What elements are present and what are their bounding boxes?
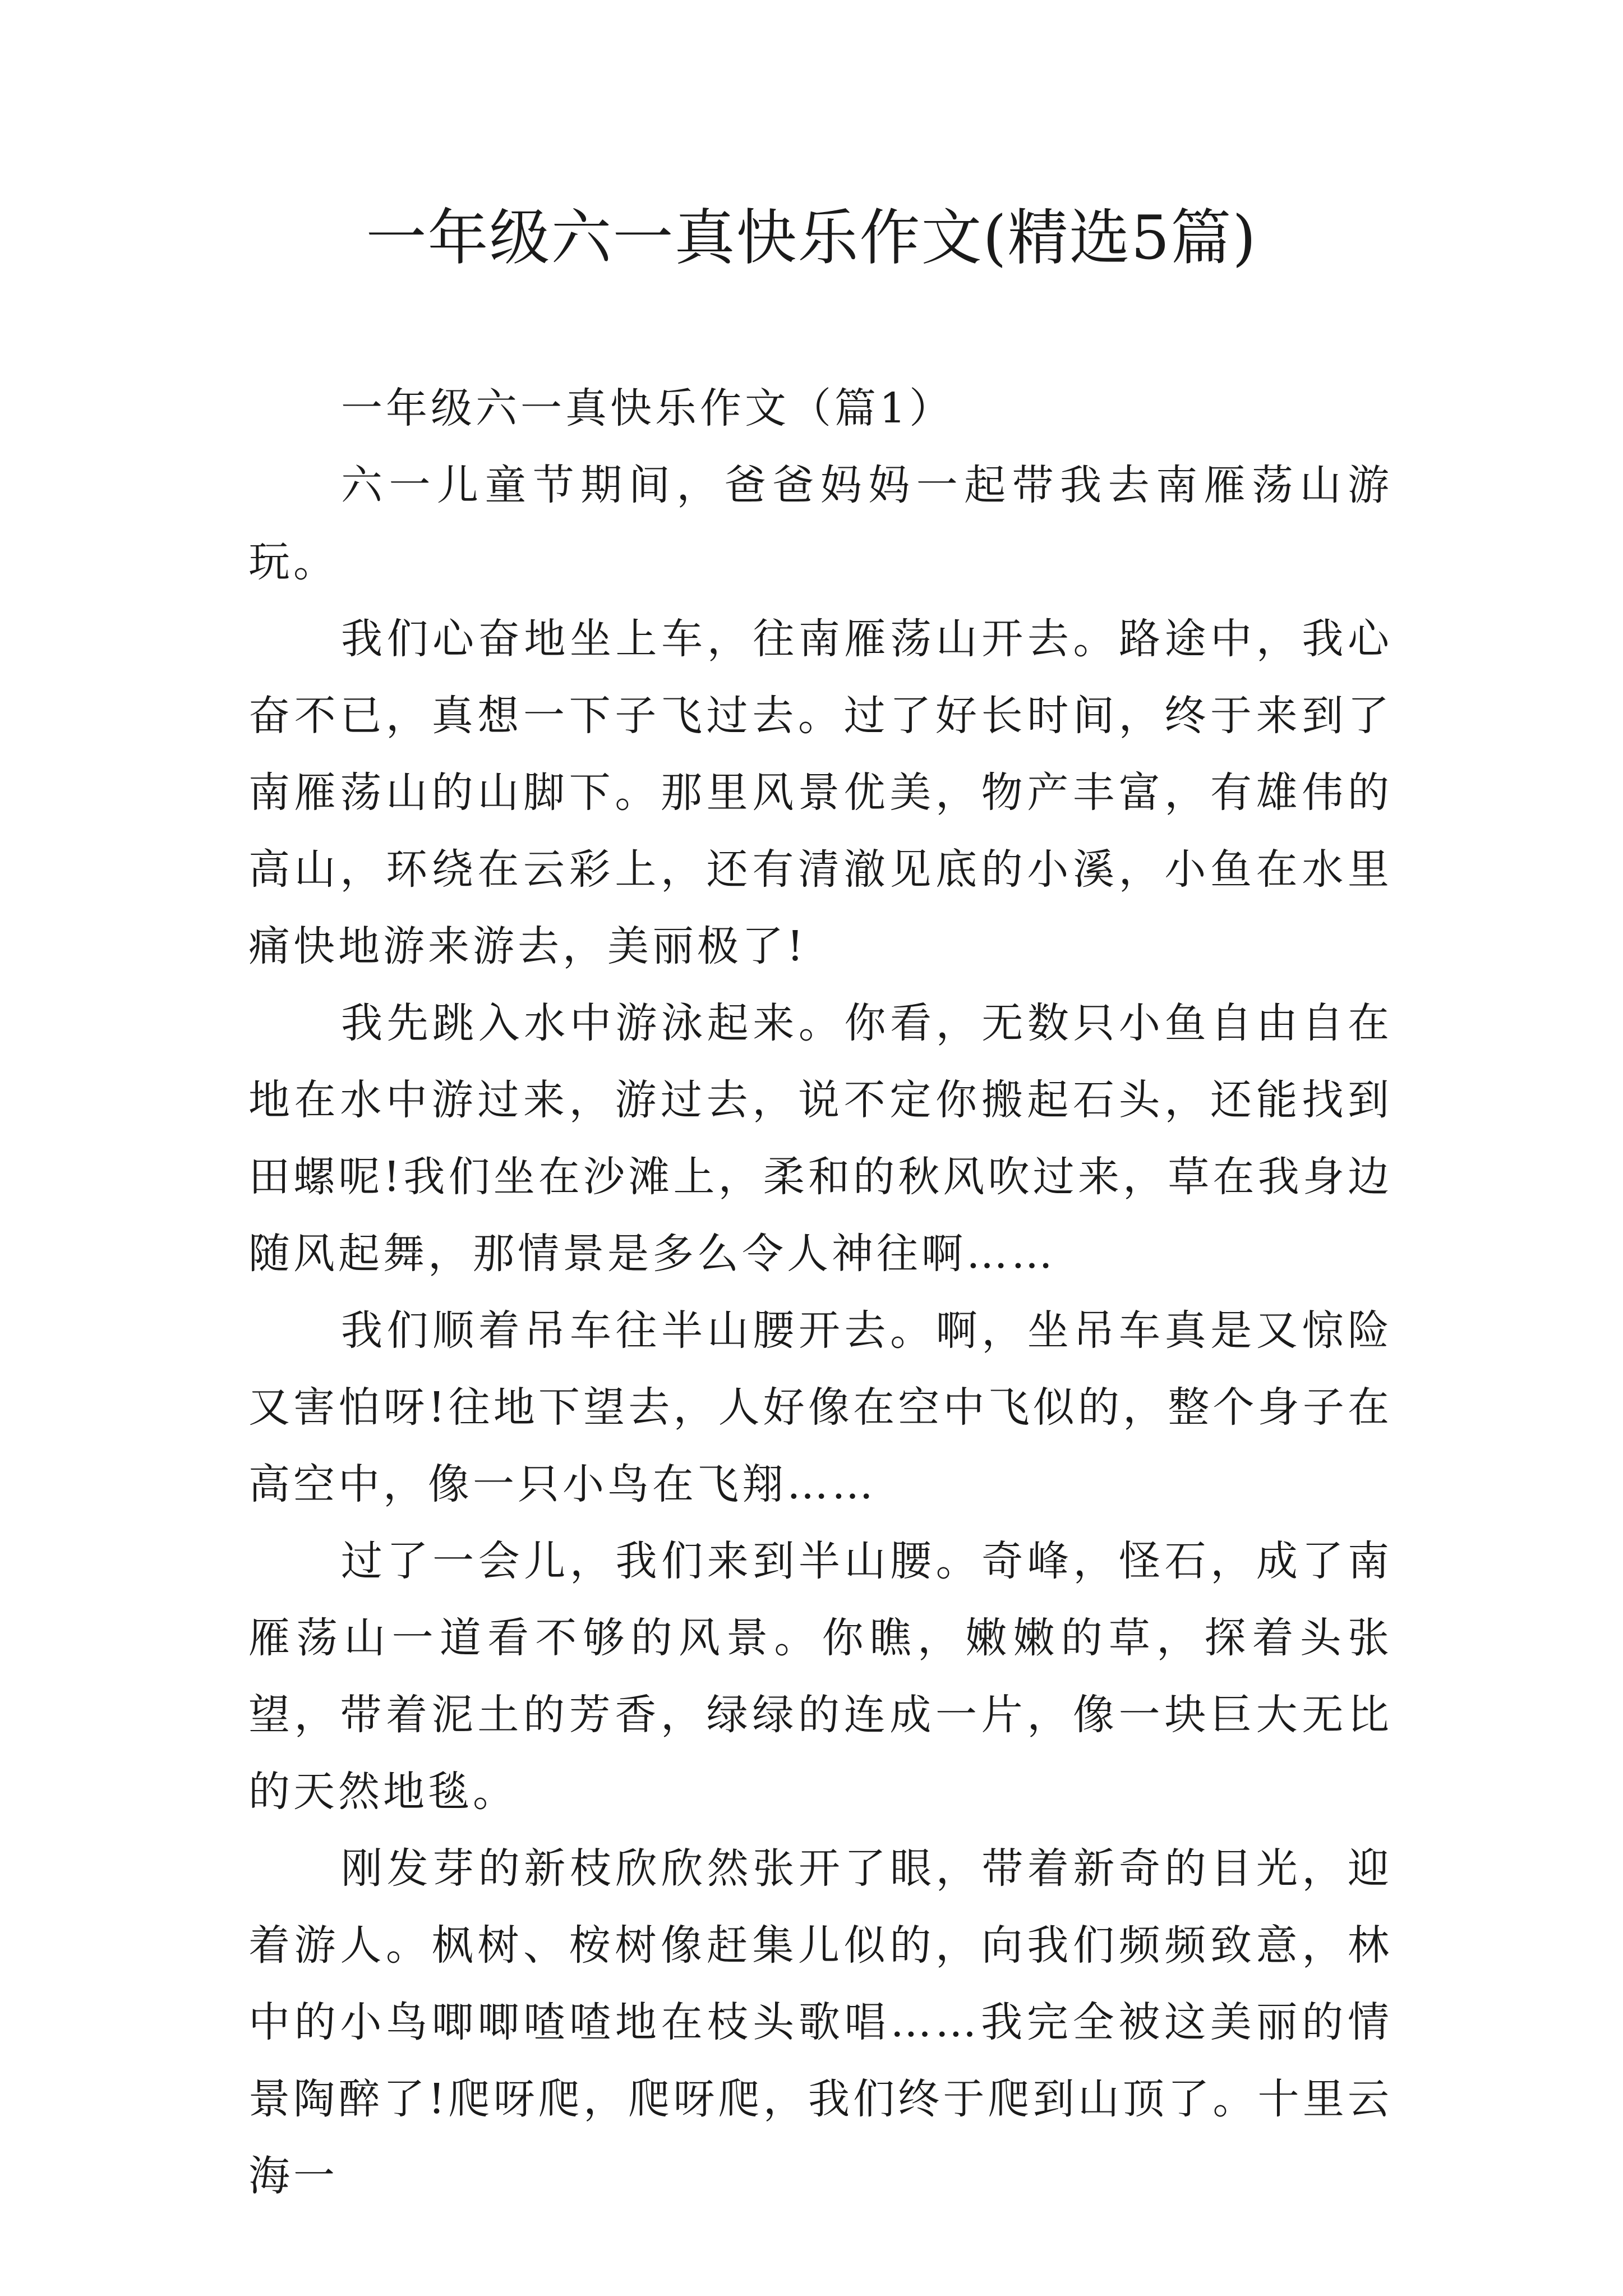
document-title: 一年级六一真快乐作文(精选5篇) xyxy=(366,203,1257,273)
paragraph: 六一儿童节期间，爸爸妈妈一起带我去南雁荡山游玩。 xyxy=(248,461,1393,586)
paragraph: 我先跳入水中游泳起来。你看，无数只小鱼自由自在地在水中游过来，游过去，说不定你搬起石头，还能找到田螺呢!我们坐在沙滩上，柔和的秋风吹过来，草在我身边随风起舞，那情景是多么令人神往啊…… xyxy=(248,999,1393,1278)
paragraph: 我们心奋地坐上车，往南雁荡山开去。路途中，我心奋不已，真想一下子飞过去。过了好长时间，终于来到了南雁荡山的山脚下。那里风景优美，物产丰富，有雄伟的高山，环绕在云彩上，还有清澈见底的小溪，小鱼在水里痛快地游来游去，美丽极了! xyxy=(248,615,1393,970)
paragraph: 我们顺着吊车往半山腰开去。啊，坐吊车真是又惊险又害怕呀!往地下望去，人好像在空中飞似的，整个身子在高空中，像一只小鸟在飞翔…… xyxy=(248,1306,1393,1508)
document-body xyxy=(248,370,1393,2215)
section-heading: 一年级六一真快乐作文（篇1） xyxy=(341,384,955,432)
paragraph: 过了一会儿，我们来到半山腰。奇峰，怪石，成了南雁荡山一道看不够的风景。你瞧，嫩嫩的草，探着头张望，带着泥土的芳香，绿绿的连成一片，像一块巨大无比的天然地毯。 xyxy=(248,1537,1393,1816)
paragraph: 刚发芽的新枝欣欣然张开了眼，带着新奇的目光，迎着游人。枫树、桉树像赶集儿似的，向我们频频致意，林中的小鸟唧唧喳喳地在枝头歌唱……我完全被这美丽的情景陶醉了!爬呀爬，爬呀爬，我们终于爬到山顶了。十里云海一 xyxy=(248,1844,1393,2200)
